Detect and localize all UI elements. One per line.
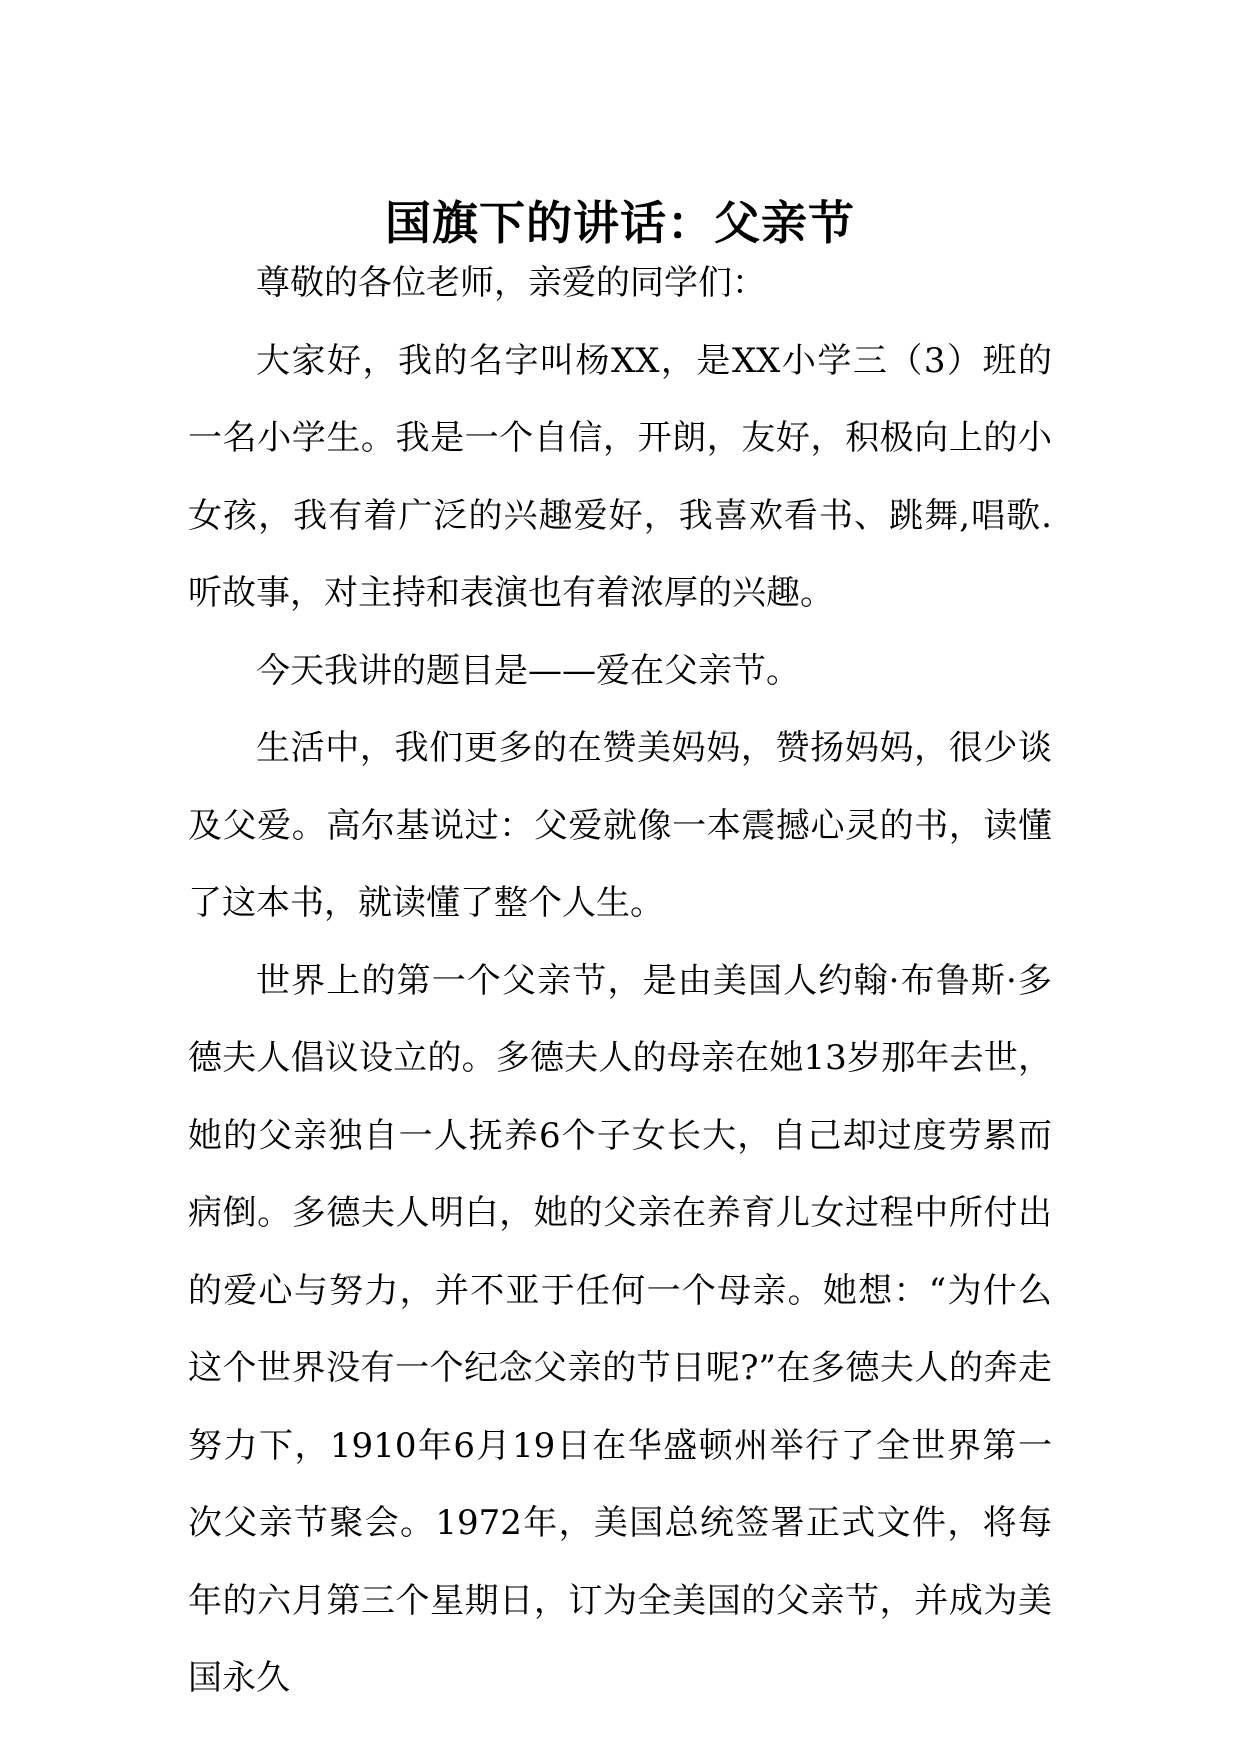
paragraph-introduction: 大家好，我的名字叫杨XX，是XX小学三（3）班的一名小学生。我是一个自信，开朗，友好，积极向上的小女孩，我有着广泛的兴趣爱好，我喜欢看书、跳舞,唱歌.听故事，对主持和表演也有着浓厚的兴趣。 [188,340,1052,613]
paragraph-history: 世界上的第一个父亲节，是由美国人约翰·布鲁斯·多德夫人倡议设立的。多德夫人的母亲在她13岁那年去世，她的父亲独自一人抚养6个子女长大，自己却过度劳累而病倒。多德夫人明白，她的父亲在养育儿女过程中所付出的爱心与努力，并不亚于任何一个母亲。她想：“为什么这个世界没有一个纪念父亲的节日呢?”在多德夫人的奔走努力下，1910年6月19日在华盛顿州举行了全世界第一次父亲节聚会。1972年，美国总统签署正式文件，将每年的六月第三个星期日，订为全美国的父亲节，并成为美国永久 [188,960,1052,1698]
paragraph-greeting: 尊敬的各位老师，亲爱的同学们： [256,263,766,303]
document-title: 国旗下的讲话：父亲节 [385,195,855,250]
paragraph-fatherly-love: 生活中，我们更多的在赞美妈妈，赞扬妈妈，很少谈及父爱。高尔基说过：父爱就像一本震撼心灵的书，读懂了这本书，就读懂了整个人生。 [188,728,1052,923]
document-body [188,245,1052,1718]
paragraph-topic: 今天我讲的题目是——爱在父亲节。 [256,650,800,691]
